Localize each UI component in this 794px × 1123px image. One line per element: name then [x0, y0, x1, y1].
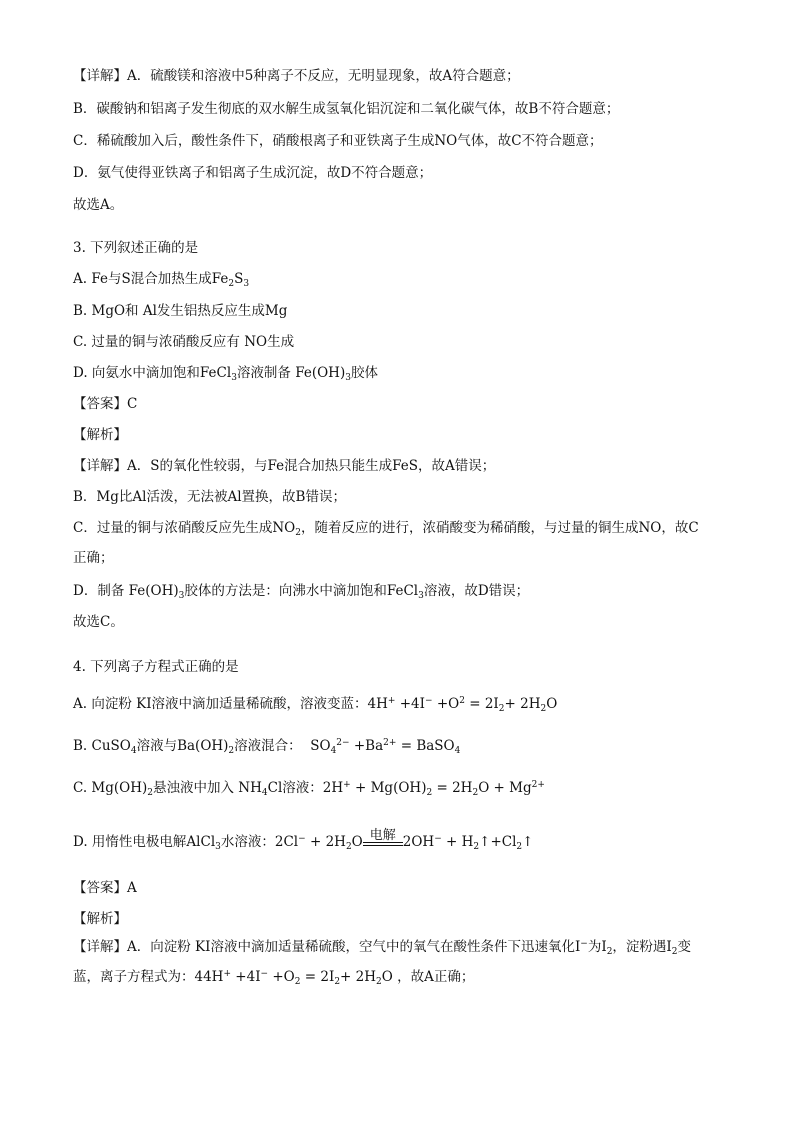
- question-3-stem: 3. 下列叙述正确的是: [73, 240, 199, 256]
- detail-line-a: 【详解】A．硫酸镁和溶液中5种离子不反应，无明显现象，故A符合题意；: [73, 68, 520, 84]
- question-3-option-d: D. 向氨水中滴加饱和FeCl$_3$溶液制备 $Fe(OH)_3$胶体: [73, 365, 378, 383]
- question-4-answer: 【答案】A: [73, 880, 137, 896]
- question-3-detail-c: C．过量的铜与浓硝酸反应先生成$NO_2$，随着反应的进行，浓硝酸变为稀硝酸，与过量的铜生成NO，故C 正确；: [73, 520, 699, 566]
- question-4-option-c: C. $Mg(OH)_2$悬浊液中加入 $NH_4Cl$溶液：$2H^+ + Mg(OH)_2 = 2H_2O + Mg^{2+}$: [73, 780, 545, 798]
- question-3-conclusion: 故选C。: [73, 614, 124, 630]
- question-4-analysis-heading: 【解析】: [73, 911, 127, 927]
- question-4-option-b: B. CuSO$_4$溶液与$Ba(OH)_2$溶液混合： $SO_4^{2-} +Ba^{2+}$ = BaSO$_4$: [73, 738, 461, 756]
- detail-line-b: B．碳酸钠和铝离子发生彻底的双水解生成氢氧化铝沉淀和二氧化碳气体，故B不符合题意；: [73, 101, 620, 117]
- question-4-detail-a: 【详解】A．向淀粉 KI溶液中滴加适量稀硫酸，空气中的氧气在酸性条件下迅速氧化I−为$I_2$，淀粉遇$I_2$变 蓝，离子方程式为：$44H^+ +4I^- +O_2 = 2I_2+ 2H_2O$ ，故A正确；: [73, 939, 691, 987]
- electrolysis-condition: 电解: [363, 842, 403, 852]
- question-4-option-d: D. 用惰性电极电解AlCl$_3$水溶液：$2Cl^- + 2H_2O$ 电解 $2OH^- + H_2↑+Cl_2↑$: [73, 828, 534, 852]
- question-3-analysis-heading: 【解析】: [73, 427, 127, 443]
- question-3-detail-b: B．Mg比Al活泼，无法被Al置换，故B错误；: [73, 489, 346, 505]
- detail-line-d: D．氨气使得亚铁离子和铝离子生成沉淀，故D不符合题意；: [73, 165, 433, 181]
- question-3-detail-d: D．制备 $Fe(OH)_3$胶体的方法是：向沸水中滴加饱和FeCl$_3$溶液，故D错误；: [73, 583, 530, 601]
- question-3-answer: 【答案】C: [73, 396, 138, 412]
- question-4-stem: 4. 下列离子方程式正确的是: [73, 659, 239, 675]
- question-3-detail-a: 【详解】A．S的氧化性较弱，与Fe混合加热只能生成FeS，故A错误；: [73, 458, 496, 474]
- question-3-option-b: B. MgO和 Al发生铝热反应生成Mg: [73, 303, 288, 319]
- conclusion-line: 故选A。: [73, 197, 124, 213]
- question-3-option-c: C. 过量的铜与浓硝酸反应有 NO生成: [73, 334, 295, 350]
- question-3-option-a: A. Fe与S混合加热生成$Fe_2S_3$: [73, 271, 250, 289]
- detail-line-c: C．稀硫酸加入后，酸性条件下，硝酸根离子和亚铁离子生成NO气体，故C不符合题意；: [73, 133, 603, 149]
- question-4-option-a: A. 向淀粉 KI溶液中滴加适量稀硫酸，溶液变蓝：$4H^+ +4I^- +O^2 = 2I_2+ 2H_2O$: [73, 696, 558, 714]
